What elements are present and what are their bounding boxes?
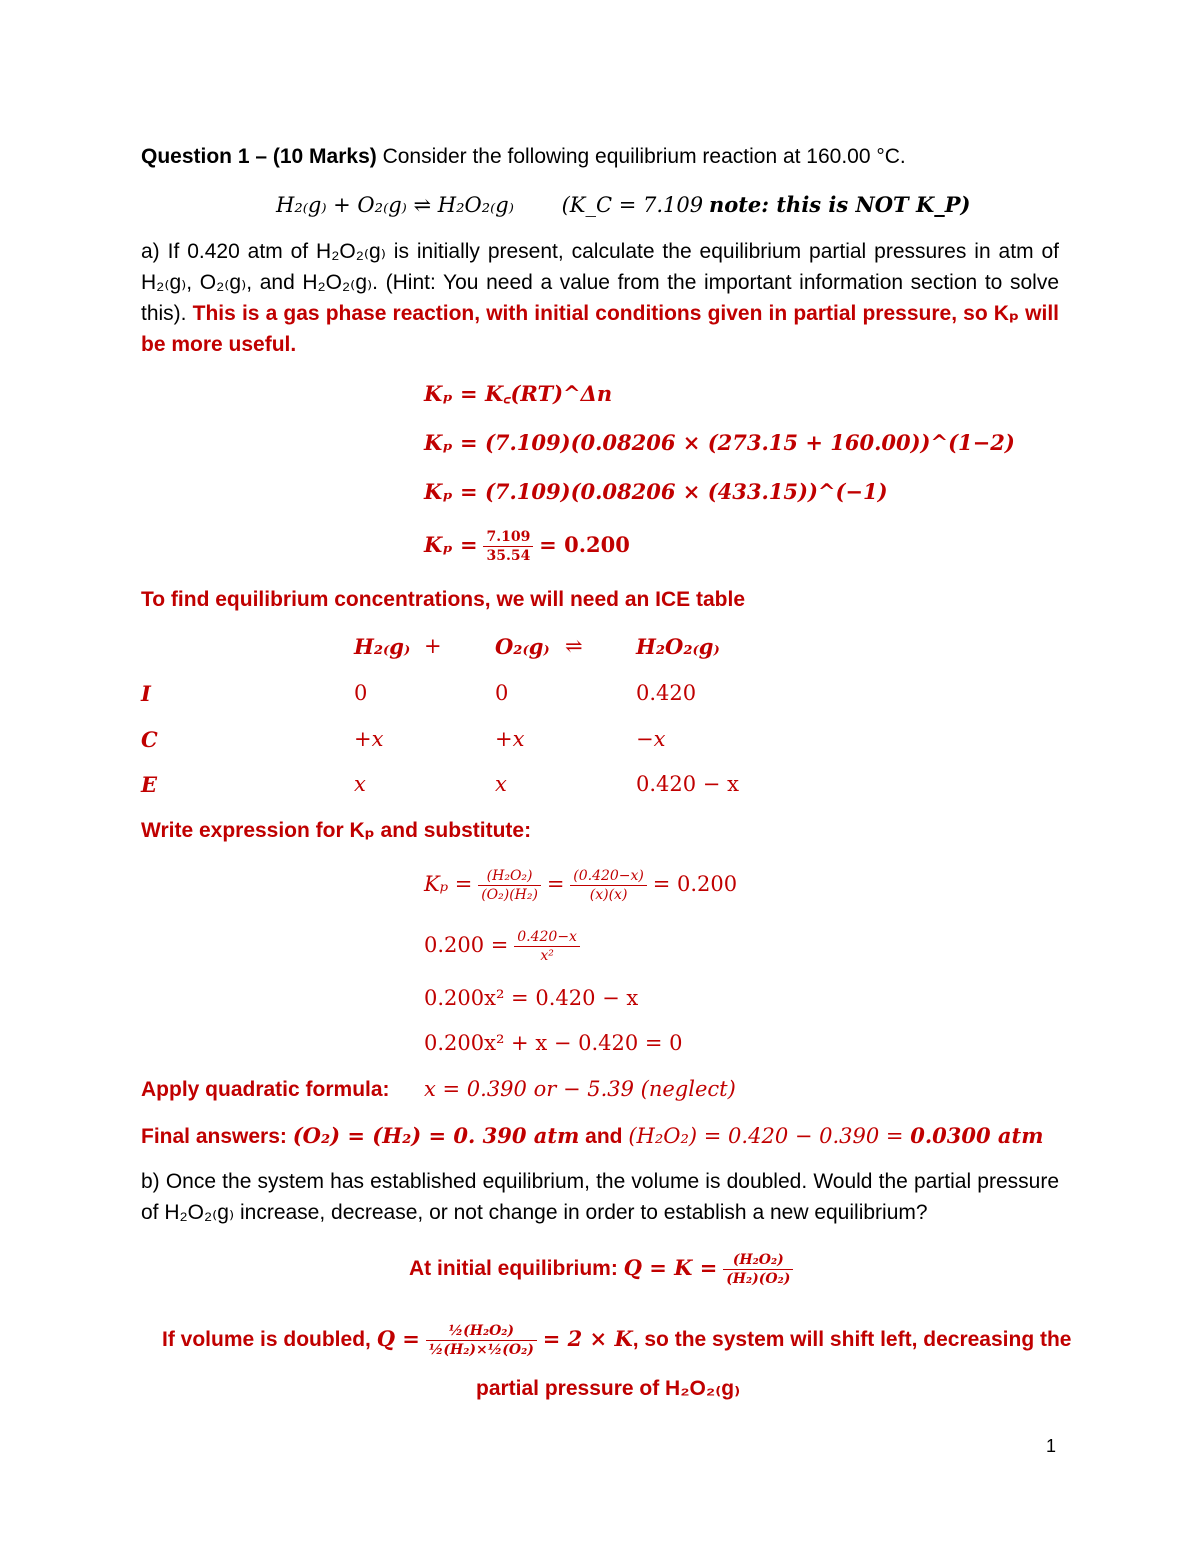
ice-cell: 0 (495, 681, 509, 705)
part-b-text: Once the system has established equilibrium, the volume is doubled. Would the partial pressure of H₂O₂₍g₎ increase, decrease, or not change in order to establish a new equilibrium? (141, 1170, 1059, 1224)
kp-step-4-lhs: Kₚ = (424, 532, 478, 557)
doubled-last-line: partial pressure of H₂O₂₍g₎ (476, 1377, 741, 1400)
ice-header-plus: + (424, 634, 442, 658)
doubled-rhs: = 2 × K (542, 1326, 633, 1351)
final-part-3: 0.0300 atm (910, 1123, 1044, 1148)
part-a-paragraph (141, 236, 1059, 360)
kp-fraction-2 (570, 867, 647, 904)
part-a-label: a) (141, 240, 160, 263)
page-number: 1 (1046, 1436, 1057, 1456)
doubled-fraction (426, 1322, 537, 1359)
kp-step-1: Kₚ = K꜀(RT)^Δn (424, 381, 613, 406)
quadratic-label: Apply quadratic formula: (141, 1078, 390, 1101)
initial-label: At initial equilibrium: (409, 1257, 624, 1280)
kp-fraction-2-den: (x)(x) (589, 886, 628, 903)
final-and: and (579, 1125, 629, 1148)
question-heading: Question 1 – (10 Marks) (141, 145, 377, 168)
ice-cell: +x (354, 727, 384, 751)
kc-note-bold: note: this is NOT K_P) (708, 192, 971, 217)
kp-fraction-1-den: (O₂)(H₂) (481, 886, 538, 903)
final-label: Final answers: (141, 1125, 293, 1148)
initial-den: (H₂)(O₂) (726, 1270, 791, 1287)
doubled-q: Q = (376, 1326, 420, 1351)
reaction-equation: H₂₍g₎ + O₂₍g₎ ⇌ H₂O₂₍g₎ (276, 193, 514, 217)
doubled-tail: , so the system will shift left, decreasing the (632, 1328, 1072, 1351)
kp-step-4 (424, 524, 630, 567)
quadratic-result: x = 0.390 or − 5.39 (neglect) (424, 1077, 736, 1101)
part-a-red-note: This is a gas phase reaction, with initial conditions given in partial pressure, so Kₚ will be more useful. (141, 302, 1059, 356)
ice-cell: +x (495, 727, 525, 751)
kp-expression-line (424, 861, 737, 908)
doubled-label: If volume is doubled, (162, 1328, 377, 1351)
kp-step-4-num: 7.109 (483, 528, 533, 547)
ice-row-label: I (141, 681, 151, 706)
ice-row-label: E (141, 772, 158, 797)
ice-intro: To find equilibrium concentrations, we will need an ICE table (141, 588, 746, 611)
initial-num: (H₂O₂) (723, 1251, 793, 1270)
kp-step2-den: x² (540, 947, 554, 964)
question-intro: Consider the following equilibrium reaction at 160.00 °C. (376, 145, 906, 168)
ice-header-h2o2: H₂O₂₍g₎ (636, 634, 720, 659)
kp-step-3: Kₚ = (7.109)(0.08206 × (433.15))^(−1) (424, 479, 888, 504)
ice-cell: x (495, 772, 507, 796)
ice-cell: −x (636, 727, 666, 751)
kp-fraction-1 (478, 867, 541, 904)
ice-cell: 0 (354, 681, 368, 705)
kp-step-2: Kₚ = (7.109)(0.08206 × (273.15 + 160.00))^(1−2) (424, 430, 1015, 455)
final-answers-line (141, 1120, 1043, 1152)
initial-fraction (723, 1251, 793, 1288)
ice-row-label: C (141, 727, 158, 752)
part-b-label: b) (141, 1170, 160, 1193)
doubled-line (162, 1312, 1072, 1367)
quadratic-line (141, 1074, 390, 1105)
kp-step2-lhs: 0.200 = (424, 933, 509, 957)
doubled-den: ½(H₂)×½(O₂) (428, 1341, 534, 1358)
kp-step-4-den: 35.54 (486, 547, 531, 564)
part-b-paragraph (141, 1166, 1059, 1228)
kp-step-substitute (424, 922, 580, 969)
kp-step-4-rhs: = 0.200 (539, 532, 630, 557)
kp-expression-eq: = (546, 872, 565, 896)
kp-step-4-eq: 0.200x² + x − 0.420 = 0 (424, 1031, 683, 1055)
kp-fraction-2-num: (0.420−x) (570, 867, 647, 886)
kp-fraction-1-num: (H₂O₂) (478, 867, 541, 886)
initial-equilibrium-line (409, 1245, 793, 1292)
kp-step-4-fraction (483, 528, 533, 565)
kp-expression-lhs: Kₚ = (424, 872, 473, 896)
final-part-2: (H₂O₂) = 0.420 − 0.390 = (628, 1124, 911, 1148)
part-a-text: If 0.420 atm of H₂O₂₍g₎ is initially present, calculate the equilibrium partial pressures in atm of H₂₍g₎, O₂₍g₎, and H₂O₂₍g₎. (Hint: You need a value from the important information section to solve this). (141, 240, 1059, 325)
reaction-line (276, 189, 970, 221)
final-part-1: (O₂) = (H₂) = 0. 390 atm (292, 1123, 580, 1148)
kp-expression-rhs: = 0.200 (652, 872, 738, 896)
kp-expression-intro: Write expression for Kₚ and substitute: (141, 819, 532, 842)
initial-eq: Q = K = (623, 1255, 718, 1280)
ice-cell: 0.420 − x (636, 772, 739, 796)
question-heading-line (141, 141, 906, 172)
kp-step-3-eq: 0.200x² = 0.420 − x (424, 986, 639, 1010)
kc-note: (K_C = 7.109 (561, 193, 704, 217)
ice-header-o2: O₂₍g₎ (495, 634, 550, 659)
ice-cell: x (354, 772, 366, 796)
ice-header-arrow: ⇌ (565, 634, 583, 658)
kp-step2-num: 0.420−x (514, 928, 580, 947)
doubled-num: ½(H₂O₂) (426, 1322, 537, 1341)
ice-header-h2: H₂₍g₎ (354, 634, 411, 659)
ice-cell: 0.420 (636, 681, 697, 705)
kp-step2-fraction (514, 928, 580, 965)
